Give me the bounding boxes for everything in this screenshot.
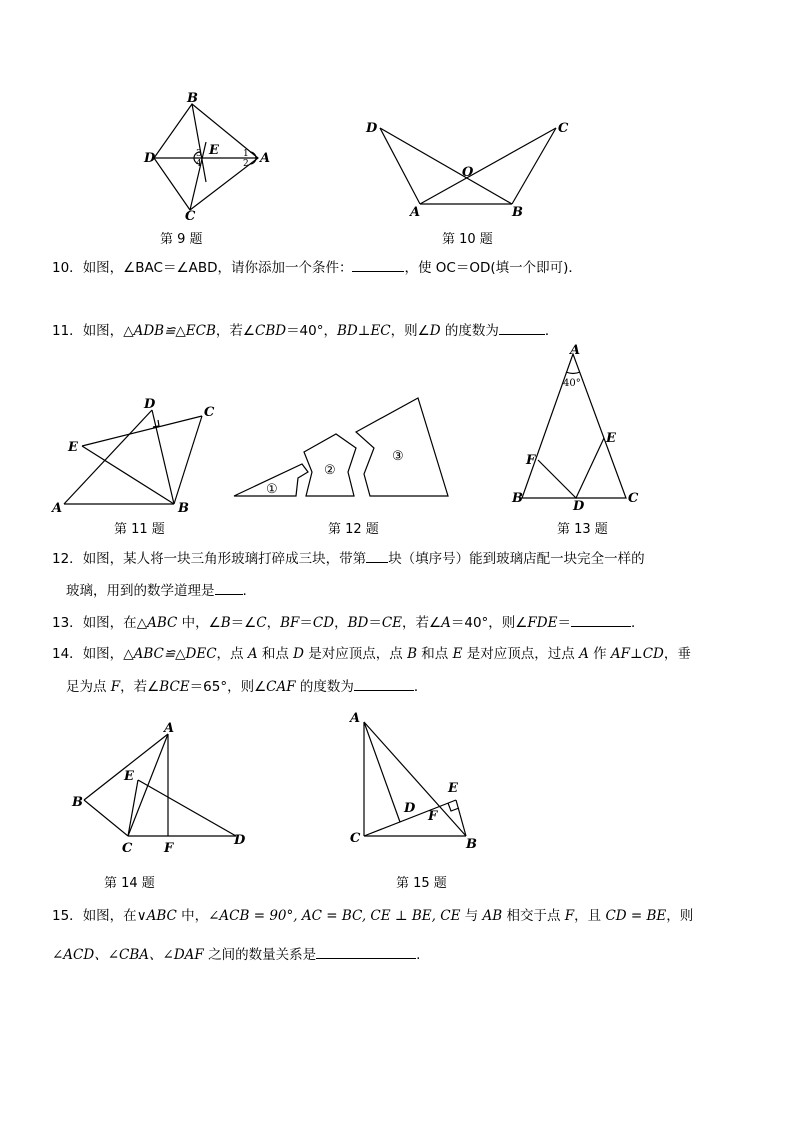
- figure-11-drawing: [52, 396, 232, 516]
- fig13-label-E: E: [606, 431, 616, 446]
- fig15-label-D: D: [404, 801, 416, 816]
- q12-text-1: 如图，某人将一块三角形玻璃打碎成三块，带第: [82, 551, 367, 567]
- q12-answer-blank-2[interactable]: [215, 580, 243, 595]
- figure-15-drawing: [346, 708, 496, 856]
- q13-math-5: CD: [312, 615, 335, 631]
- figure-14-drawing: [70, 720, 250, 856]
- q13-number: 13．: [52, 615, 83, 631]
- fig10-label-D: D: [366, 121, 378, 136]
- fig13-label-C: C: [628, 491, 639, 506]
- fig9-num-2: 2: [243, 159, 249, 169]
- fig9-label-A: A: [260, 151, 271, 166]
- fig15-label-C: C: [350, 831, 361, 846]
- q10-number: 10．: [52, 260, 83, 276]
- question-10: [52, 257, 582, 278]
- fig12-label-3: ③: [392, 449, 404, 464]
- q11-text-5: 的度数为: [440, 323, 499, 339]
- figure-11: [52, 396, 232, 516]
- q12-answer-blank-1[interactable]: [366, 548, 388, 563]
- q13-math-9: FDE: [527, 615, 558, 631]
- q13-math-3: C: [256, 615, 267, 631]
- caption-10: 第 10 题: [442, 232, 493, 247]
- q13-math-8: A: [441, 615, 451, 631]
- q13-math-2: B: [220, 615, 231, 631]
- q11-text-1: 如图，: [82, 323, 124, 339]
- q15-text-6: ，则: [666, 908, 694, 924]
- q12-text-2: 块（填序号）能到玻璃店配一块完全一样的: [388, 551, 645, 567]
- q13-text-6: ，: [334, 615, 348, 631]
- caption-15: 第 15 题: [396, 876, 447, 891]
- fig15-label-F: F: [428, 809, 438, 824]
- fig10-line-CA: [420, 128, 556, 204]
- fig10-label-B: B: [512, 205, 523, 220]
- fig14-label-B: B: [72, 795, 83, 810]
- q15-math-1: ∨ABC: [136, 908, 177, 924]
- q14-text-12: 的度数为: [295, 679, 354, 695]
- q13-text-1: 如图，在: [82, 615, 137, 631]
- q13-text-5: ＝: [299, 615, 313, 631]
- q15-math-2: ∠ACB = 90°, AC = BC, CE ⊥ BE, CE: [208, 908, 461, 924]
- caption-12: 第 12 题: [328, 522, 379, 537]
- fig10-label-O: O: [462, 165, 474, 180]
- q13-math-6: BD: [347, 615, 369, 631]
- fig12-label-1: ①: [266, 482, 278, 497]
- q15-answer-blank[interactable]: [316, 944, 416, 959]
- fig11-label-A: A: [52, 501, 63, 516]
- caption-9: 第 9 题: [160, 232, 203, 247]
- fig11-line-AD: [64, 410, 152, 504]
- q14-text-8: ，垂: [663, 646, 691, 662]
- fig10-line-CB: [512, 128, 556, 204]
- figure-15: [346, 708, 496, 856]
- fig9-num-4: 4: [196, 159, 202, 169]
- fig13-label-F: F: [526, 453, 536, 468]
- fig9-label-C: C: [185, 209, 196, 224]
- q11-math-4: D: [429, 323, 441, 339]
- fig11-label-B: B: [178, 501, 189, 516]
- q14-text-3: 和点: [257, 646, 294, 662]
- q14-text-4: 是对应顶点，点: [304, 646, 408, 662]
- q13-text-7: ＝: [368, 615, 382, 631]
- figure-13-drawing: [510, 343, 640, 514]
- q14-math-3: D: [293, 646, 304, 662]
- question-15: [52, 906, 693, 926]
- fig10-label-A: A: [410, 205, 421, 220]
- q10-text-2: ，使 OC＝OD(填一个即可)．: [404, 260, 582, 276]
- q14-text-6: 是对应顶点，过点: [462, 646, 580, 662]
- q11-number: 11．: [52, 323, 83, 339]
- q14-math-5: E: [452, 646, 463, 662]
- figure-13: [510, 343, 640, 514]
- q15-text-4: 相交于点: [502, 908, 565, 924]
- q13-text-3: ＝∠: [230, 615, 257, 631]
- figure-10: [360, 112, 580, 222]
- fig13-lines-FDE: [538, 438, 604, 498]
- q13-answer-blank[interactable]: [571, 612, 631, 627]
- question-14: [52, 644, 691, 664]
- fig15-label-B: B: [466, 837, 477, 852]
- q14-text-13: ．: [413, 679, 428, 695]
- fig15-line-AB: [364, 722, 466, 836]
- fig12-label-2: ②: [324, 463, 336, 478]
- q10-text: 如图，∠BAC＝∠ABD，请你添加一个条件：: [82, 260, 353, 276]
- q10-answer-blank[interactable]: [352, 257, 404, 272]
- fig13-angle-arc: [566, 372, 580, 373]
- q14-text-9: 足为点: [66, 679, 111, 695]
- q15-math-6: ∠ACD、∠CBA、∠DAF: [52, 947, 204, 963]
- fig11-label-D: D: [144, 397, 156, 412]
- fig13-label-D: D: [573, 499, 585, 514]
- q11-text-2: ，若∠: [215, 323, 255, 339]
- figure-9-drawing: [140, 92, 280, 222]
- fig11-label-C: C: [204, 405, 215, 420]
- q14-math-10: BCE: [159, 679, 190, 695]
- q14-answer-blank[interactable]: [354, 676, 414, 691]
- fig14-line-EC: [128, 780, 138, 836]
- q15-text-8: .: [416, 947, 421, 963]
- fig14-label-D: D: [234, 833, 246, 848]
- q14-text-1: 如图，: [82, 646, 124, 662]
- fig10-label-C: C: [558, 121, 569, 136]
- q11-text-3: ＝40°，: [286, 323, 337, 339]
- fig13-triangle: [522, 354, 626, 498]
- q12-text-4: .: [242, 583, 247, 599]
- figure-12-drawing: [232, 394, 454, 502]
- fig12-piece-3: [356, 398, 448, 496]
- q12-text-3: 玻璃，用到的数学道理是: [66, 583, 215, 599]
- q14-text-2: ，点: [216, 646, 248, 662]
- fig9-label-B: B: [187, 91, 198, 106]
- question-12-line-2: [66, 580, 247, 601]
- q12-number: 12．: [52, 551, 83, 567]
- question-15-line-2: [52, 944, 420, 965]
- q15-text-1: 如图，在: [82, 908, 137, 924]
- fig9-num-3: 3: [196, 149, 202, 159]
- fig9-label-E: E: [209, 143, 219, 158]
- q15-text-7: 之间的数量关系是: [203, 947, 317, 963]
- q13-math-4: BF: [280, 615, 300, 631]
- q15-text-5: ，且: [574, 908, 606, 924]
- fig13-label-A: A: [570, 343, 581, 358]
- fig15-label-A: A: [350, 711, 361, 726]
- q15-text-3: 与: [460, 908, 483, 924]
- fig11-right-angle: [153, 420, 159, 427]
- q13-text-2: 中，∠: [177, 615, 221, 631]
- figure-14: [70, 720, 250, 856]
- q11-text-6: ．: [544, 323, 559, 339]
- fig11-line-EB: [82, 446, 174, 504]
- q14-math-1: △ABC≌△DEC: [123, 646, 217, 662]
- question-12: [52, 548, 645, 569]
- fig11-line-CB: [174, 416, 202, 504]
- fig13-angle-label: 40°: [563, 378, 581, 389]
- q11-text-4: ，则∠: [390, 323, 430, 339]
- caption-11: 第 11 题: [114, 522, 165, 537]
- q15-math-4: F: [564, 908, 575, 924]
- q13-text-10: ＝: [557, 615, 571, 631]
- q14-math-6: A: [579, 646, 589, 662]
- q13-text-4: ，: [266, 615, 281, 631]
- q13-text-9: ＝40°，则∠: [450, 615, 528, 631]
- q15-math-5: CD = BE: [605, 908, 667, 924]
- q14-math-4: B: [407, 646, 418, 662]
- fig14-label-E: E: [124, 769, 134, 784]
- fig14-line-BC: [84, 800, 128, 836]
- caption-13: 第 13 题: [557, 522, 608, 537]
- question-13: [52, 612, 644, 633]
- caption-14: 第 14 题: [104, 876, 155, 891]
- q15-math-3: AB: [482, 908, 503, 924]
- q11-answer-blank[interactable]: [499, 320, 545, 335]
- fig9-label-D: D: [144, 151, 156, 166]
- q14-math-7: AF⊥CD: [610, 646, 664, 662]
- q13-math-7: CE: [381, 615, 402, 631]
- figure-10-drawing: [360, 112, 580, 222]
- q11-math-2: CBD: [254, 323, 287, 339]
- q14-number: 14．: [52, 646, 83, 662]
- fig11-label-E: E: [68, 440, 78, 455]
- q13-math-1: △ABC: [136, 615, 178, 631]
- q14-math-9: F: [110, 679, 121, 695]
- fig15-label-E: E: [448, 781, 458, 796]
- fig14-line-ED: [138, 780, 236, 836]
- q14-text-5: 和点: [417, 646, 453, 662]
- question-14-line-2: [66, 676, 427, 697]
- question-11: [52, 320, 558, 341]
- figure-9: [140, 92, 280, 222]
- q13-text-8: ，若∠: [402, 615, 442, 631]
- q15-text-2: 中，: [176, 908, 209, 924]
- fig14-label-A: A: [164, 721, 175, 736]
- q14-text-10: ，若∠: [120, 679, 160, 695]
- q14-math-11: CAF: [266, 679, 296, 695]
- q15-number: 15．: [52, 908, 83, 924]
- q14-text-7: 作: [588, 646, 611, 662]
- q14-text-11: ＝65°，则∠: [189, 679, 267, 695]
- fig14-label-C: C: [122, 841, 133, 856]
- q13-text-11: ．: [630, 615, 645, 631]
- q14-math-2: A: [247, 646, 258, 662]
- figure-12: [232, 394, 454, 502]
- fig14-label-F: F: [164, 841, 174, 856]
- q11-math-3: BD⊥EC: [337, 323, 391, 339]
- fig9-num-1: 1: [243, 149, 249, 159]
- fig13-label-B: B: [512, 491, 523, 506]
- q11-math-1: △ADB≌△ECB: [123, 323, 216, 339]
- fig15-line-AD: [364, 722, 400, 822]
